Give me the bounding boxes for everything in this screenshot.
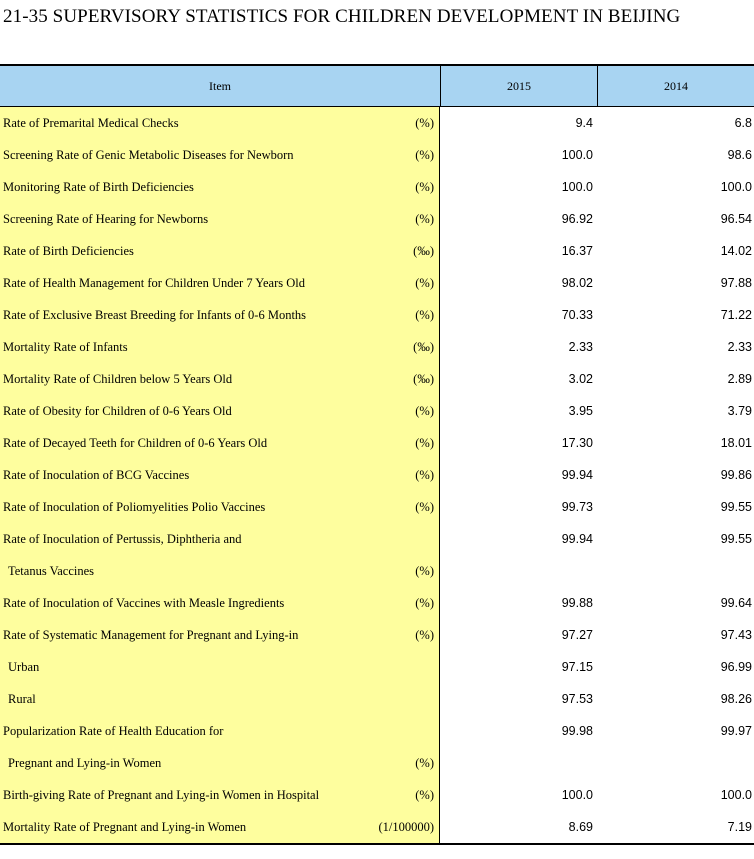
cell-2014: 100.0 xyxy=(720,180,752,194)
row-unit: (%) xyxy=(415,755,434,770)
row-unit: (%) xyxy=(415,499,434,514)
cell-2015: 97.15 xyxy=(561,660,593,674)
row-unit: (%) xyxy=(415,147,434,162)
cell-2014: 18.01 xyxy=(720,436,752,450)
cell-2014: 99.55 xyxy=(720,532,752,546)
table-row xyxy=(0,395,754,427)
header-2014: 2014 xyxy=(664,78,688,93)
cell-2015: 2.33 xyxy=(568,340,593,354)
cell-2014: 96.54 xyxy=(720,212,752,226)
cell-2015: 99.73 xyxy=(561,500,593,514)
table-row xyxy=(0,523,754,555)
table-row xyxy=(0,331,754,363)
row-unit: (%) xyxy=(415,403,434,418)
row-label: Screening Rate of Genic Metabolic Diseases for Newborn xyxy=(3,147,294,162)
cell-2014: 2.89 xyxy=(727,372,752,386)
table-row xyxy=(0,235,754,267)
cell-2014: 99.64 xyxy=(720,596,752,610)
row-label: Rate of Systematic Management for Pregnant and Lying-in xyxy=(3,627,299,642)
row-label: Monitoring Rate of Birth Deficiencies xyxy=(3,179,194,194)
row-unit: (%) xyxy=(415,435,434,450)
table-row xyxy=(0,139,754,171)
row-unit: (%) xyxy=(415,115,434,130)
row-unit: (%) xyxy=(415,467,434,482)
row-unit: (%) xyxy=(415,307,434,322)
row-label: Popularization Rate of Health Education for xyxy=(3,723,224,738)
cell-2015: 97.53 xyxy=(561,692,593,706)
row-label: Rate of Birth Deficiencies xyxy=(3,243,134,258)
header-item: Item xyxy=(0,66,441,106)
cell-2014: 97.88 xyxy=(720,276,752,290)
cell-2014: 71.22 xyxy=(720,308,752,322)
table-row xyxy=(0,651,754,683)
row-unit: (%) xyxy=(415,595,434,610)
row-label: Pregnant and Lying-in Women xyxy=(8,755,162,770)
row-label: Rate of Inoculation of Vaccines with Measle Ingredients xyxy=(3,595,285,610)
cell-2015 xyxy=(440,747,596,779)
table-row xyxy=(0,619,754,651)
cell-2014: 96.99 xyxy=(720,660,752,674)
table-row xyxy=(0,171,754,203)
row-label: Rural xyxy=(8,691,36,706)
cell-2015: 3.95 xyxy=(568,404,593,418)
cell-2015: 16.37 xyxy=(561,244,593,258)
table-row xyxy=(0,715,754,747)
table-row xyxy=(0,107,754,139)
cell-2014: 3.79 xyxy=(727,404,752,418)
row-unit: (‰) xyxy=(413,243,434,258)
row-unit: (%) xyxy=(415,787,434,802)
header-2015: 2015 xyxy=(441,66,598,106)
row-unit: (‰) xyxy=(413,339,434,354)
cell-2015: 96.92 xyxy=(561,212,593,226)
row-label: Mortality Rate of Pregnant and Lying-in Women xyxy=(3,819,247,834)
cell-2014: 99.55 xyxy=(720,500,752,514)
cell-2015: 97.27 xyxy=(561,628,593,642)
table-row xyxy=(0,811,754,843)
cell-2014: 14.02 xyxy=(720,244,752,258)
cell-2014 xyxy=(596,555,754,587)
row-label: Mortality Rate of Children below 5 Years Old xyxy=(3,371,233,386)
row-label: Screening Rate of Hearing for Newborns xyxy=(3,211,209,226)
cell-2015: 17.30 xyxy=(561,436,593,450)
cell-2014: 98.26 xyxy=(720,692,752,706)
cell-2015 xyxy=(440,555,596,587)
cell-2015: 70.33 xyxy=(561,308,593,322)
table-row xyxy=(0,299,754,331)
cell-2014: 2.33 xyxy=(727,340,752,354)
cell-2015: 99.94 xyxy=(561,532,593,546)
cell-2014: 100.0 xyxy=(720,788,752,802)
cell-2015: 98.02 xyxy=(561,276,593,290)
cell-2014 xyxy=(596,747,754,779)
row-label: Rate of Health Management for Children Under 7 Years Old xyxy=(3,275,306,290)
cell-2015: 9.4 xyxy=(575,116,593,130)
row-label: Tetanus Vaccines xyxy=(8,563,95,578)
cell-2014: 7.19 xyxy=(727,820,752,834)
table-row xyxy=(0,203,754,235)
table-row xyxy=(0,747,754,779)
row-unit: (%) xyxy=(415,211,434,226)
cell-2014: 99.86 xyxy=(720,468,752,482)
row-label: Rate of Inoculation of Poliomyelities Polio Vaccines xyxy=(3,499,266,514)
cell-2014: 97.43 xyxy=(720,628,752,642)
cell-2014: 6.8 xyxy=(734,116,752,130)
row-label: Rate of Inoculation of BCG Vaccines xyxy=(3,467,190,482)
row-unit: (‰) xyxy=(413,371,434,386)
row-unit: (%) xyxy=(415,275,434,290)
table-row xyxy=(0,267,754,299)
row-label: Rate of Premarital Medical Checks xyxy=(3,115,179,130)
table-row xyxy=(0,363,754,395)
table-row xyxy=(0,555,754,587)
cell-2015: 99.94 xyxy=(561,468,593,482)
row-label: Rate of Exclusive Breast Breeding for Infants of 0-6 Months xyxy=(3,307,307,322)
table-row xyxy=(0,779,754,811)
row-label: Birth-giving Rate of Pregnant and Lying-in Women in Hospital xyxy=(3,787,320,802)
cell-2015: 8.69 xyxy=(568,820,593,834)
table-row xyxy=(0,427,754,459)
table-header xyxy=(0,66,754,107)
row-unit: (%) xyxy=(415,563,434,578)
page-title: 21-35 SUPERVISORY STATISTICS FOR CHILDREN DEVELOPMENT IN BEIJING xyxy=(3,6,681,27)
table-row xyxy=(0,491,754,523)
table-body xyxy=(0,107,754,843)
statistics-table xyxy=(0,64,754,845)
row-label: Rate of Decayed Teeth for Children of 0-6 Years Old xyxy=(3,435,268,450)
cell-2015: 99.98 xyxy=(561,724,593,738)
row-label: Rate of Obesity for Children of 0-6 Years Old xyxy=(3,403,232,418)
cell-2015: 99.88 xyxy=(561,596,593,610)
row-label: Urban xyxy=(8,659,40,674)
row-label: Mortality Rate of Infants xyxy=(3,339,128,354)
cell-2015: 100.0 xyxy=(561,788,593,802)
row-unit: (%) xyxy=(415,627,434,642)
cell-2014: 99.97 xyxy=(720,724,752,738)
row-label: Rate of Inoculation of Pertussis, Diphtheria and xyxy=(3,531,242,546)
cell-2015: 100.0 xyxy=(561,148,593,162)
cell-2015: 3.02 xyxy=(568,372,593,386)
cell-2015: 100.0 xyxy=(561,180,593,194)
table-row xyxy=(0,587,754,619)
cell-2014: 98.6 xyxy=(727,148,752,162)
row-unit: (1/100000) xyxy=(378,819,434,834)
table-row xyxy=(0,683,754,715)
table-row xyxy=(0,459,754,491)
row-unit: (%) xyxy=(415,179,434,194)
